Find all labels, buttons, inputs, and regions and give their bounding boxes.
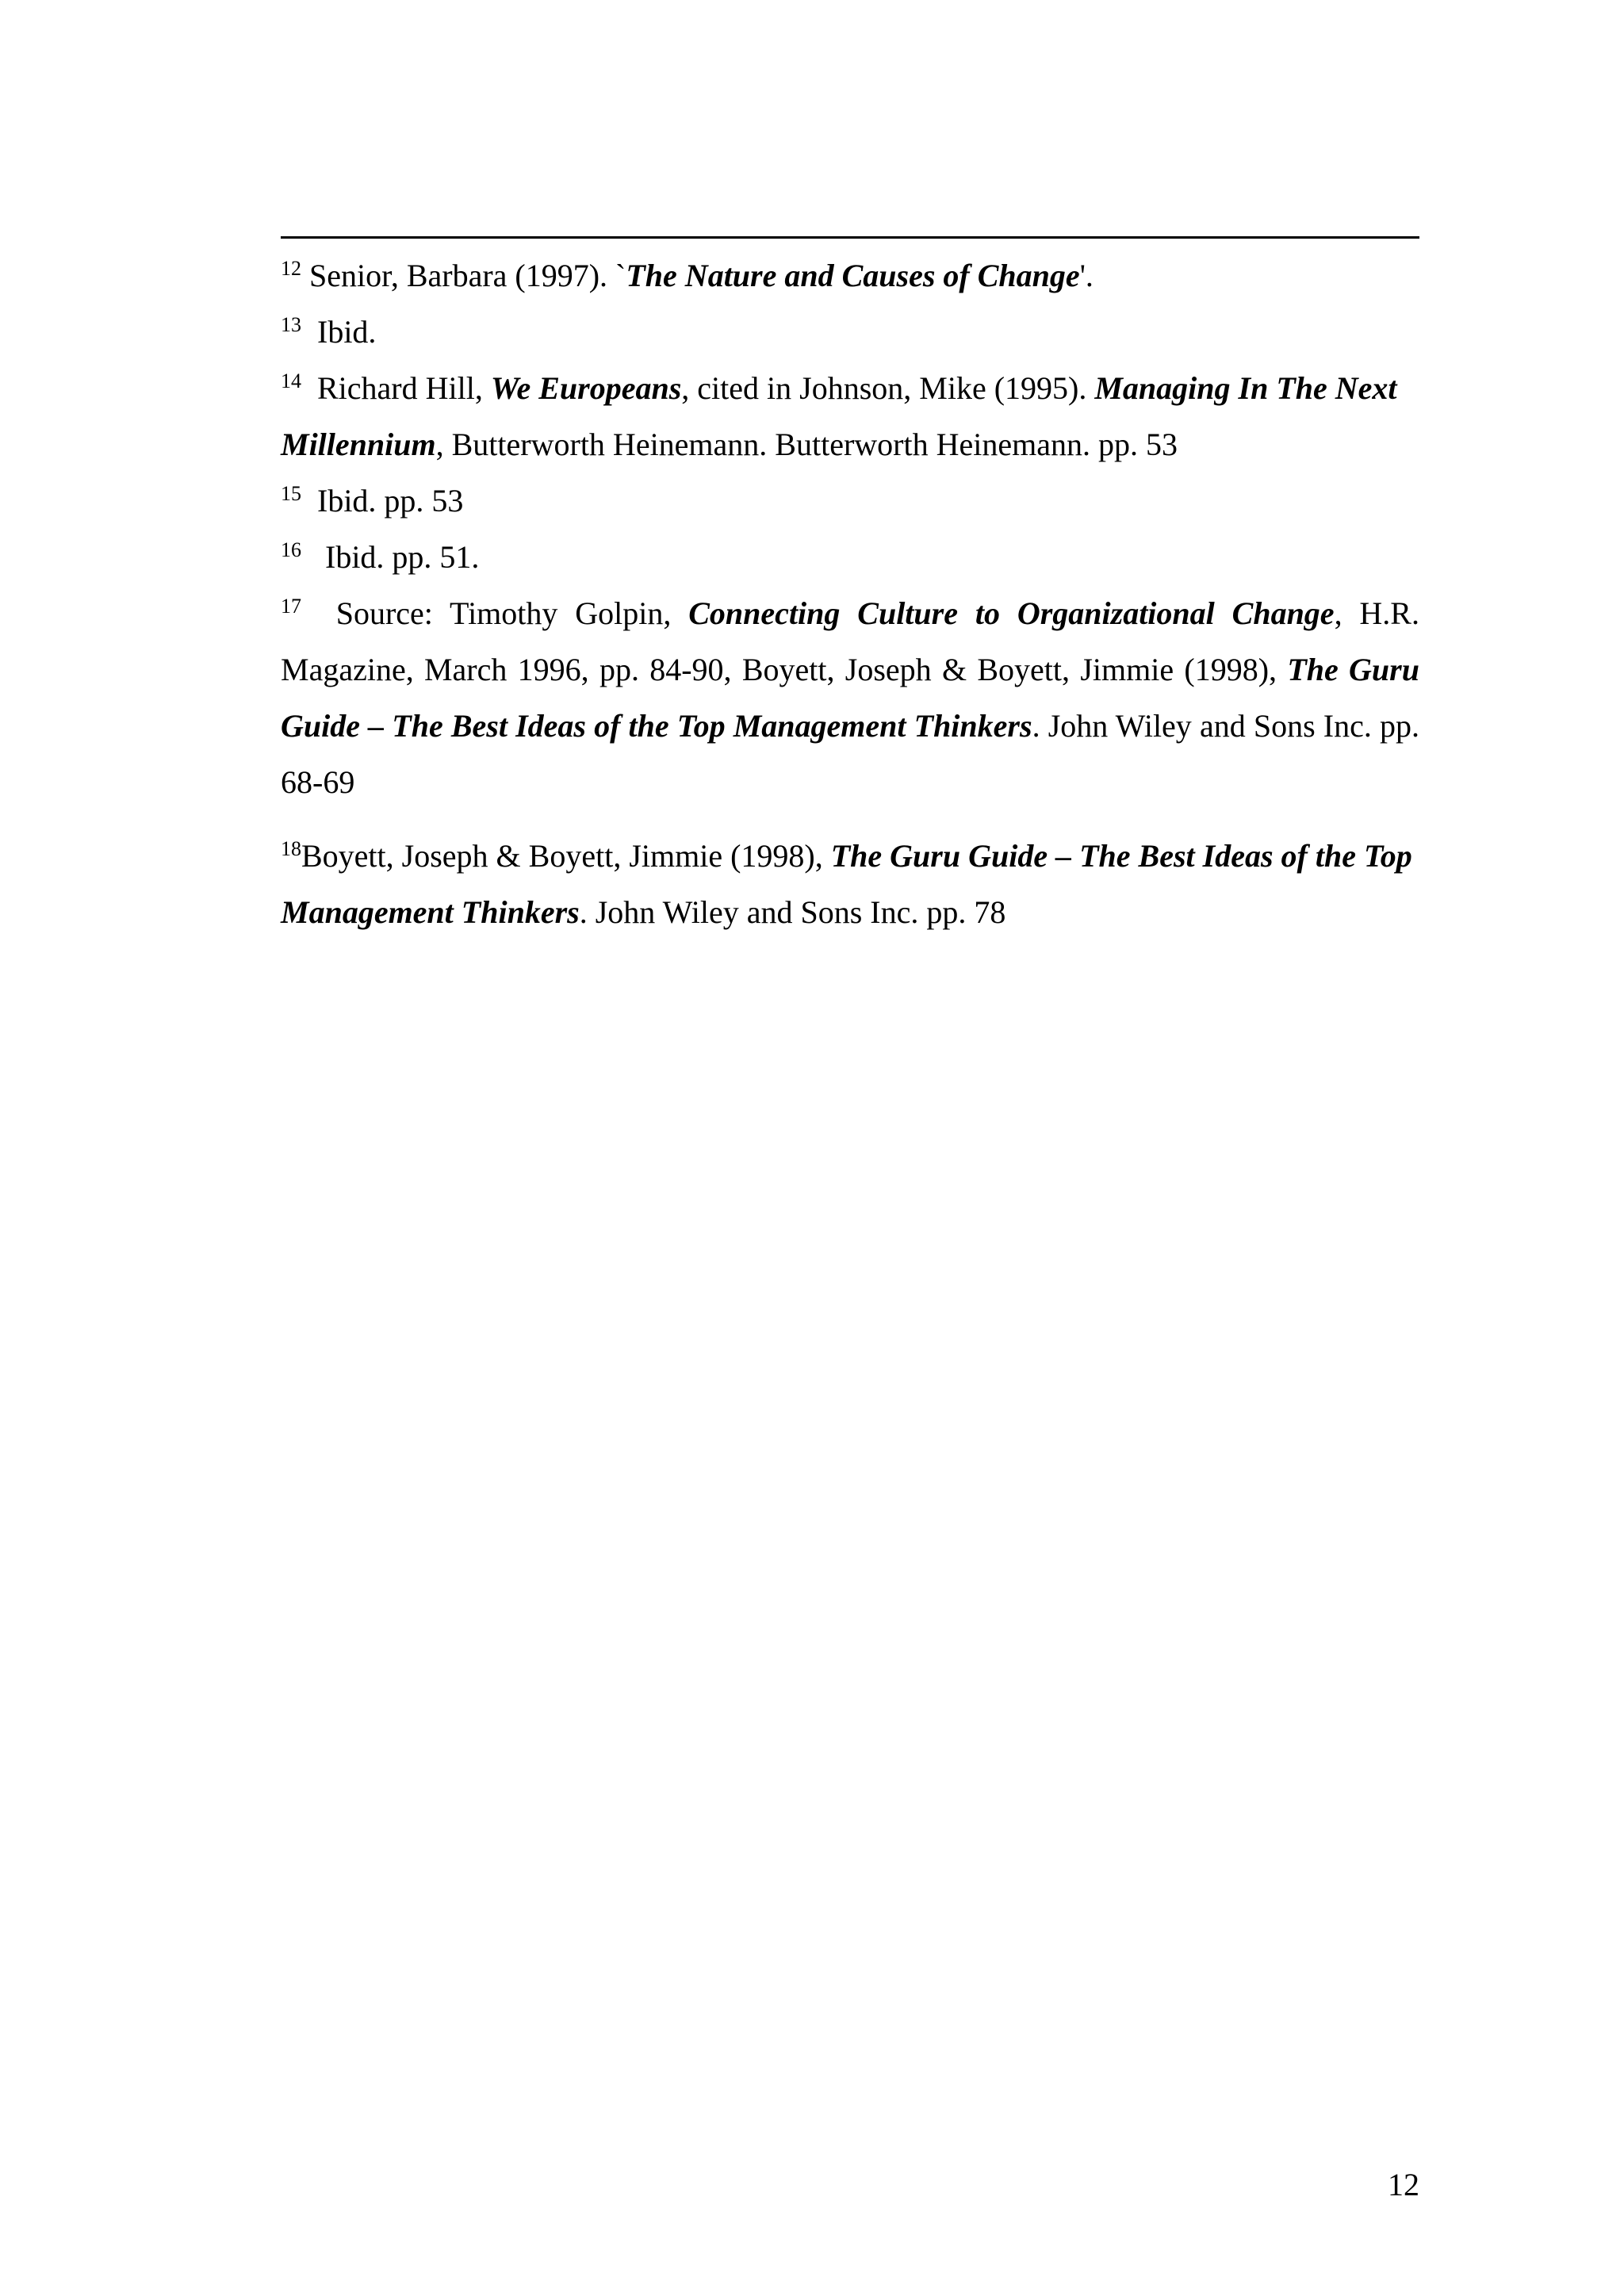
footnote-text: , cited in Johnson, Mike (1995).: [681, 370, 1095, 406]
footnote-number: 17: [281, 595, 301, 618]
footnote-number: 18: [281, 837, 301, 860]
footnote-13: [281, 304, 1419, 360]
footnote-number: 15: [281, 482, 301, 505]
footnote-18: [281, 828, 1419, 940]
footnote-text: Source: Timothy Golpin,: [335, 595, 689, 631]
footnote-text: Ibid.: [317, 314, 377, 350]
footnote-title: The Guru Guide – The Best Ideas of the Top Management Thinkers: [281, 652, 1419, 744]
page-number: 12: [1388, 2167, 1419, 2202]
footnote-text: '.: [1079, 258, 1094, 293]
footnote-title: The Nature and Causes of Change: [626, 258, 1080, 293]
footnote-text: . John Wiley and Sons Inc. pp. 68-69: [281, 708, 1419, 800]
footnote-text: Richard Hill,: [317, 370, 491, 406]
footnote-text: . John Wiley and Sons Inc. pp. 78: [579, 894, 1006, 930]
footnote-text: Senior, Barbara (1997). `: [309, 258, 626, 293]
footnote-text: Ibid. pp. 51.: [325, 539, 480, 575]
footnote-16: [281, 529, 1419, 585]
footnote-17: [281, 585, 1419, 810]
footnote-text: Boyett, Joseph & Boyett, Jimmie (1998),: [301, 838, 831, 874]
footnotes-section: [281, 247, 1419, 940]
footnote-12: [281, 247, 1419, 304]
footnote-title: Connecting Culture to Organizational Change: [688, 595, 1335, 631]
footnote-15: [281, 473, 1419, 529]
footnote-text: Ibid. pp. 53: [317, 483, 464, 519]
footnote-title: The Guru Guide – The Best Ideas of the Top Management Thinkers: [281, 838, 1412, 930]
footnote-separator-line: [281, 236, 1419, 239]
footnote-14: [281, 360, 1419, 473]
footnote-title: We Europeans: [490, 370, 682, 406]
footnote-number: 16: [281, 538, 301, 561]
footnote-number: 13: [281, 313, 301, 336]
footnote-number: 14: [281, 369, 301, 392]
footnote-text: , Butterworth Heinemann. Butterworth Heinemann. pp. 53: [435, 427, 1178, 462]
footnote-text: , H.R. Magazine, March 1996, pp. 84-90, Boyett, Joseph & Boyett, Jimmie (1998),: [281, 595, 1419, 687]
footnote-title: Managing In The Next Millennium: [281, 370, 1397, 462]
footnote-number: 12: [281, 257, 301, 280]
